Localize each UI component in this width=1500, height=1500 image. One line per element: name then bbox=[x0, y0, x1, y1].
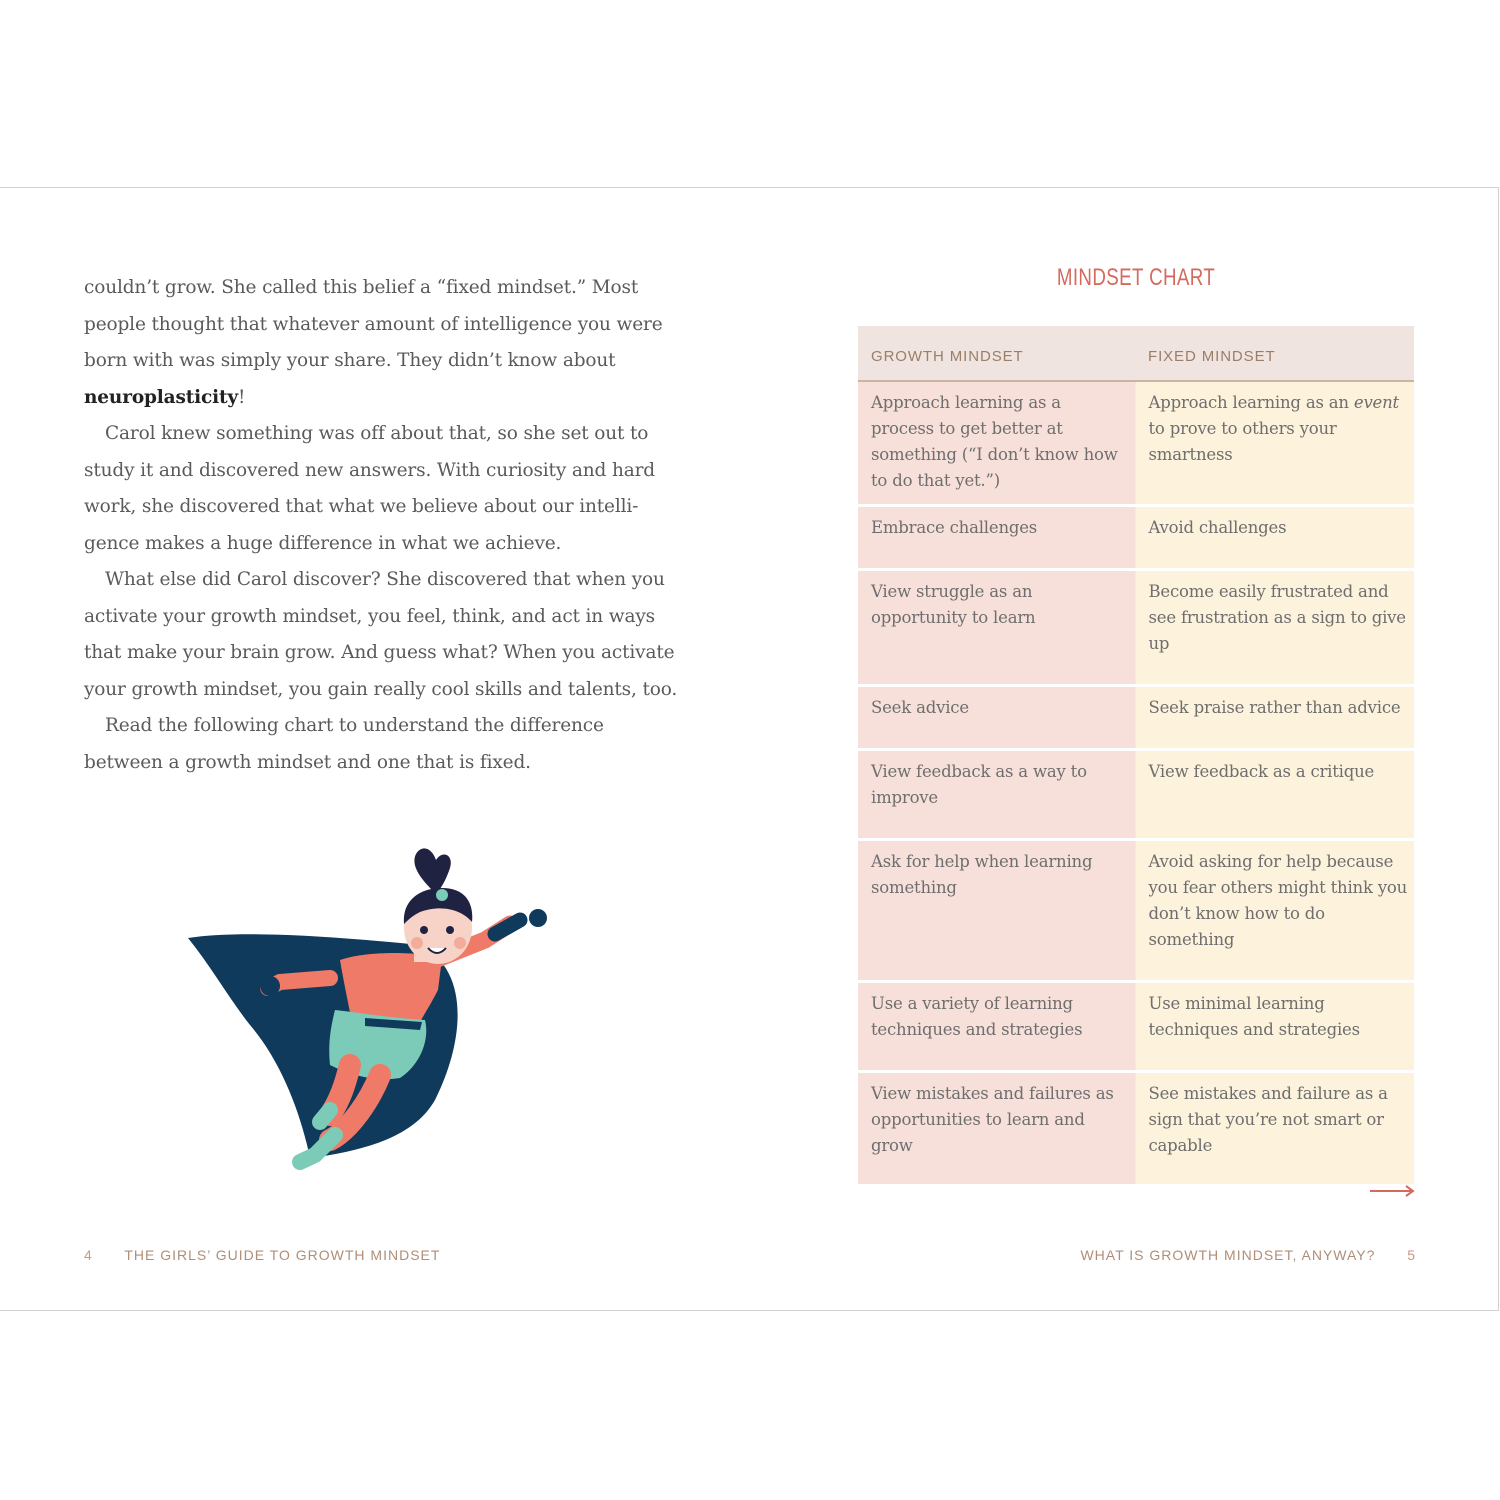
page-number: 5 bbox=[1407, 1247, 1416, 1263]
running-title: WHAT IS GROWTH MINDSET, ANYWAY? bbox=[1080, 1247, 1376, 1263]
table-row bbox=[858, 750, 1414, 840]
table-header-row bbox=[858, 326, 1414, 381]
table-row bbox=[858, 840, 1414, 982]
text-line: gence makes a huge difference in what we achieve. bbox=[84, 532, 562, 554]
table-row bbox=[858, 686, 1414, 750]
arrow-right-icon bbox=[1368, 1183, 1416, 1199]
growth-cell: Use a variety of learning techniques and strategies bbox=[858, 982, 1135, 1072]
text-line: that make your brain grow. And guess what? When you activate bbox=[84, 642, 675, 663]
table-row bbox=[858, 570, 1414, 686]
fixed-cell: View feedback as a critique bbox=[1135, 750, 1414, 840]
growth-cell: Seek advice bbox=[858, 686, 1135, 750]
fixed-cell-text: to prove to others your smartness bbox=[1148, 419, 1337, 464]
text-line: work, she discovered that what we believe about our intelli- bbox=[84, 496, 639, 517]
left-footer bbox=[84, 1247, 440, 1263]
column-header-fixed: FIXED MINDSET bbox=[1135, 326, 1414, 381]
fixed-cell-emphasis: event bbox=[1353, 393, 1399, 412]
table-row bbox=[858, 982, 1414, 1072]
growth-cell: Approach learning as a process to get better at something (“I don’t know how to do that yet.”) bbox=[858, 381, 1135, 506]
mindset-table bbox=[858, 326, 1414, 1187]
growth-cell: Ask for help when learning something bbox=[858, 840, 1135, 982]
text-line-bold-term bbox=[84, 380, 649, 417]
table-row bbox=[858, 506, 1414, 570]
fixed-cell: See mistakes and failure as a sign that you’re not smart or capable bbox=[1135, 1072, 1414, 1186]
text-line: Read the following chart to understand the difference bbox=[105, 715, 604, 736]
bold-suffix: ! bbox=[238, 386, 246, 408]
fixed-cell bbox=[1135, 381, 1414, 506]
text-line: Carol knew something was off about that, so she set out to bbox=[105, 423, 649, 444]
text-line: study it and discovered new answers. With curiosity and hard bbox=[84, 459, 655, 481]
bold-term: neuroplasticity bbox=[84, 386, 239, 408]
fixed-cell-text: Approach learning as an bbox=[1148, 393, 1354, 412]
fixed-cell: Avoid challenges bbox=[1135, 506, 1414, 570]
text-line: between a growth mindset and one that is fixed. bbox=[84, 751, 531, 773]
text-line: activate your growth mindset, you feel, think, and act in ways bbox=[84, 605, 656, 627]
fixed-cell: Seek praise rather than advice bbox=[1135, 686, 1414, 750]
fixed-cell: Use minimal learning techniques and strategies bbox=[1135, 982, 1414, 1072]
fixed-cell: Avoid asking for help because you fear others might think you don’t know how to do something bbox=[1135, 840, 1414, 982]
text-line: your growth mindset, you gain really cool skills and talents, too. bbox=[84, 678, 678, 700]
growth-cell: View feedback as a way to improve bbox=[858, 750, 1135, 840]
text-line: What else did Carol discover? She discovered that when you bbox=[105, 569, 665, 590]
text-line: born with was simply your share. They didn’t know about bbox=[84, 350, 616, 371]
growth-cell: View mistakes and failures as opportunities to learn and grow bbox=[858, 1072, 1135, 1186]
running-title: THE GIRLS’ GUIDE TO GROWTH MINDSET bbox=[124, 1247, 441, 1263]
growth-cell: Embrace challenges bbox=[858, 506, 1135, 570]
right-footer bbox=[1080, 1247, 1416, 1263]
fixed-cell: Become easily frustrated and see frustration as a sign to give up bbox=[1135, 570, 1414, 686]
page-number: 4 bbox=[84, 1247, 93, 1263]
growth-cell: View struggle as an opportunity to learn bbox=[858, 570, 1135, 686]
table-row bbox=[858, 1072, 1414, 1186]
superhero-girl-illustration bbox=[180, 840, 550, 1170]
table-row bbox=[858, 381, 1414, 506]
body-text bbox=[84, 270, 678, 781]
text-line: people thought that whatever amount of intelligence you were bbox=[84, 313, 663, 335]
column-header-growth: GROWTH MINDSET bbox=[858, 326, 1135, 381]
text-line: couldn’t grow. She called this belief a “fixed mindset.” Most bbox=[84, 277, 639, 298]
chart-title: MINDSET CHART bbox=[1056, 264, 1216, 291]
